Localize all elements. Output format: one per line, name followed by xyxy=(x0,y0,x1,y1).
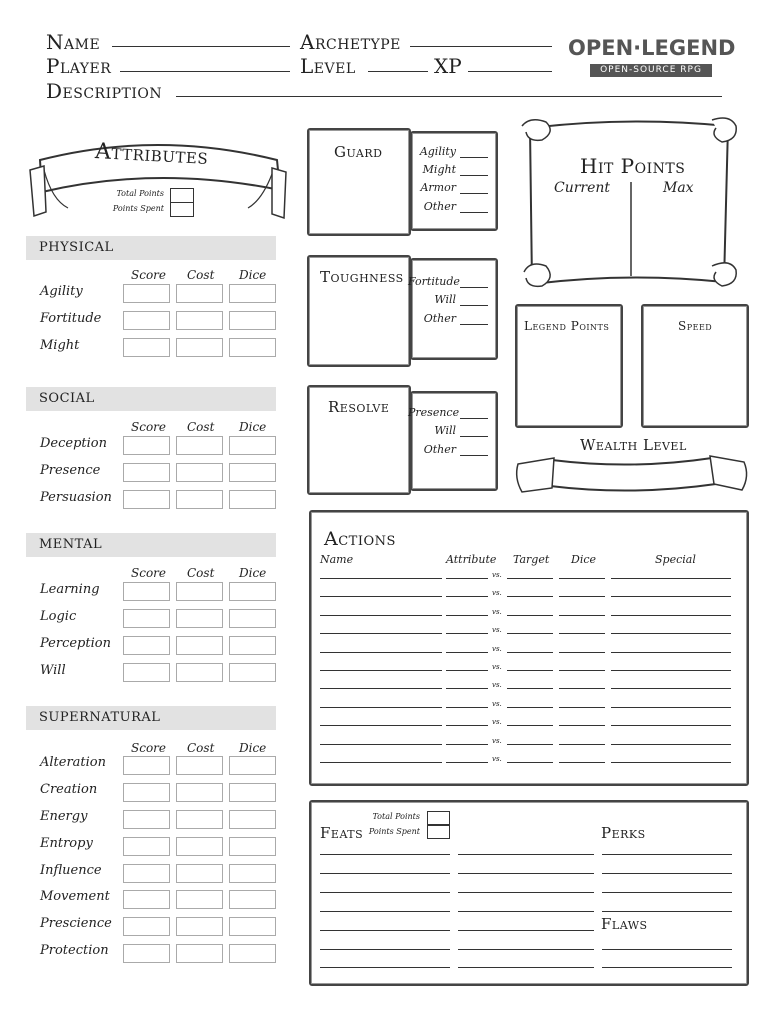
attr-protection-score[interactable] xyxy=(123,944,170,963)
flaw-line[interactable] xyxy=(602,967,732,968)
action-name-field[interactable] xyxy=(320,707,442,708)
attr-alteration-dice[interactable] xyxy=(229,756,276,775)
action-target-field[interactable] xyxy=(507,762,553,763)
toughness-other-field[interactable] xyxy=(460,324,488,325)
cost-header: Cost xyxy=(187,566,215,580)
attr-entropy-dice[interactable] xyxy=(229,837,276,856)
attr-entropy-label: Entropy xyxy=(40,836,93,851)
score-header: Score xyxy=(131,268,167,282)
action-dice-field[interactable] xyxy=(559,578,605,579)
action-special-field[interactable] xyxy=(611,707,731,708)
action-dice-field[interactable] xyxy=(559,744,605,745)
action-attribute-field[interactable] xyxy=(446,578,488,579)
attr-points-spent-label: Points Spent xyxy=(112,204,164,213)
attr-will-score[interactable] xyxy=(123,663,170,682)
attr-total-points-box[interactable] xyxy=(170,188,194,203)
action-attribute-field[interactable] xyxy=(446,725,488,726)
action-name-field[interactable] xyxy=(320,688,442,689)
attr-perception-score[interactable] xyxy=(123,636,170,655)
action-name-field[interactable] xyxy=(320,633,442,634)
attr-influence-cost[interactable] xyxy=(176,864,223,883)
action-dice-field[interactable] xyxy=(559,652,605,653)
attr-creation-label: Creation xyxy=(40,782,98,797)
feat-line[interactable] xyxy=(458,911,594,912)
action-name-field[interactable] xyxy=(320,744,442,745)
attr-points-spent-box[interactable] xyxy=(170,202,194,217)
attr-movement-cost[interactable] xyxy=(176,890,223,909)
attr-alteration-label: Alteration xyxy=(40,755,107,770)
hp-current-label: Current xyxy=(554,180,611,196)
feat-line[interactable] xyxy=(458,949,594,950)
resolve-will-label: Will xyxy=(434,424,456,437)
actions-col-target: Target xyxy=(513,553,550,566)
action-special-field[interactable] xyxy=(611,578,731,579)
guard-other-field[interactable] xyxy=(460,212,488,213)
hp-current-field[interactable] xyxy=(540,200,628,270)
action-target-field[interactable] xyxy=(507,744,553,745)
feat-line[interactable] xyxy=(320,892,450,893)
attr-energy-label: Energy xyxy=(40,809,88,824)
actions-title: Actions xyxy=(324,528,396,550)
perks-title: Perks xyxy=(601,824,646,842)
actions-col-attribute: Attribute xyxy=(446,553,497,566)
action-target-field[interactable] xyxy=(507,633,553,634)
action-special-field[interactable] xyxy=(611,744,731,745)
guard-other-label: Other xyxy=(423,200,456,213)
attr-will-cost[interactable] xyxy=(176,663,223,682)
resolve-other-label: Other xyxy=(423,443,456,456)
feats-points-spent-label: Points Spent xyxy=(368,827,420,836)
physical-title: PHYSICAL xyxy=(39,240,114,255)
dice-header: Dice xyxy=(239,566,267,580)
social-title: SOCIAL xyxy=(39,391,95,406)
guard-might-field[interactable] xyxy=(460,175,488,176)
action-name-field[interactable] xyxy=(320,596,442,597)
attr-influence-score[interactable] xyxy=(123,864,170,883)
attr-persuasion-dice[interactable] xyxy=(229,490,276,509)
action-target-field[interactable] xyxy=(507,652,553,653)
score-header: Score xyxy=(131,566,167,580)
feat-line[interactable] xyxy=(458,854,594,855)
action-special-field[interactable] xyxy=(611,670,731,671)
action-name-field[interactable] xyxy=(320,762,442,763)
attr-learning-score[interactable] xyxy=(123,582,170,601)
resolve-presence-field[interactable] xyxy=(460,418,488,419)
action-target-field[interactable] xyxy=(507,596,553,597)
attr-might-dice[interactable] xyxy=(229,338,276,357)
action-special-field[interactable] xyxy=(611,688,731,689)
action-attribute-field[interactable] xyxy=(446,762,488,763)
attr-presence-dice[interactable] xyxy=(229,463,276,482)
attr-fortitude-label: Fortitude xyxy=(40,311,102,326)
attr-alteration-score[interactable] xyxy=(123,756,170,775)
archetype-label: Archetype xyxy=(300,30,401,54)
feats-total-points-box[interactable] xyxy=(427,811,450,825)
attr-creation-dice[interactable] xyxy=(229,783,276,802)
attr-agility-score[interactable] xyxy=(123,284,170,303)
attr-logic-label: Logic xyxy=(40,609,77,624)
attr-movement-label: Movement xyxy=(40,889,110,904)
feat-line[interactable] xyxy=(320,854,450,855)
attr-presence-cost[interactable] xyxy=(176,463,223,482)
hp-max-field[interactable] xyxy=(634,200,722,270)
mental-title: MENTAL xyxy=(39,537,103,552)
attr-fortitude-cost[interactable] xyxy=(176,311,223,330)
guard-agility-field[interactable] xyxy=(460,157,488,158)
attr-agility-dice[interactable] xyxy=(229,284,276,303)
action-special-field[interactable] xyxy=(611,615,731,616)
feat-line[interactable] xyxy=(320,930,450,931)
attr-persuasion-score[interactable] xyxy=(123,490,170,509)
action-attribute-field[interactable] xyxy=(446,615,488,616)
xp-field[interactable] xyxy=(468,71,552,72)
attr-energy-dice[interactable] xyxy=(229,810,276,829)
toughness-title: Toughness xyxy=(320,268,404,286)
mental-header xyxy=(26,533,276,557)
attr-creation-score[interactable] xyxy=(123,783,170,802)
action-special-field[interactable] xyxy=(611,633,731,634)
social-header xyxy=(26,387,276,411)
guard-armor-field[interactable] xyxy=(460,193,488,194)
action-special-field[interactable] xyxy=(611,596,731,597)
attr-prescience-dice[interactable] xyxy=(229,917,276,936)
feat-line[interactable] xyxy=(458,892,594,893)
attr-fortitude-score[interactable] xyxy=(123,311,170,330)
attributes-title: Attributes xyxy=(94,139,209,170)
feat-line[interactable] xyxy=(458,873,594,874)
feat-line[interactable] xyxy=(320,949,450,950)
attr-entropy-score[interactable] xyxy=(123,837,170,856)
vs-label: vs. xyxy=(492,589,502,598)
xp-label: XP xyxy=(434,54,462,78)
attr-might-label: Might xyxy=(40,338,80,353)
cost-header: Cost xyxy=(187,420,215,434)
action-target-field[interactable] xyxy=(507,578,553,579)
attr-energy-cost[interactable] xyxy=(176,810,223,829)
toughness-fortitude-label: Fortitude xyxy=(408,275,460,288)
action-special-field[interactable] xyxy=(611,725,731,726)
physical-header xyxy=(26,236,276,260)
action-dice-field[interactable] xyxy=(559,670,605,671)
supernatural-header xyxy=(26,706,276,730)
attr-might-score[interactable] xyxy=(123,338,170,357)
attr-energy-score[interactable] xyxy=(123,810,170,829)
attr-influence-dice[interactable] xyxy=(229,864,276,883)
action-attribute-field[interactable] xyxy=(446,688,488,689)
cost-header: Cost xyxy=(187,741,215,755)
toughness-fortitude-field[interactable] xyxy=(460,287,488,288)
action-name-field[interactable] xyxy=(320,725,442,726)
cost-header: Cost xyxy=(187,268,215,282)
attr-perception-cost[interactable] xyxy=(176,636,223,655)
action-dice-field[interactable] xyxy=(559,633,605,634)
attr-persuasion-cost[interactable] xyxy=(176,490,223,509)
action-name-field[interactable] xyxy=(320,578,442,579)
action-target-field[interactable] xyxy=(507,725,553,726)
action-attribute-field[interactable] xyxy=(446,596,488,597)
action-dice-field[interactable] xyxy=(559,615,605,616)
wealth-banner[interactable] xyxy=(512,448,752,496)
attr-might-cost[interactable] xyxy=(176,338,223,357)
action-attribute-field[interactable] xyxy=(446,652,488,653)
attr-entropy-cost[interactable] xyxy=(176,837,223,856)
action-target-field[interactable] xyxy=(507,670,553,671)
attr-learning-cost[interactable] xyxy=(176,582,223,601)
player-field[interactable] xyxy=(120,71,290,72)
attr-learning-label: Learning xyxy=(40,582,100,597)
action-attribute-field[interactable] xyxy=(446,707,488,708)
action-special-field[interactable] xyxy=(611,652,731,653)
description-label: Description xyxy=(46,79,163,103)
action-dice-field[interactable] xyxy=(559,688,605,689)
attr-agility-label: Agility xyxy=(40,284,83,299)
feats-points-spent-box[interactable] xyxy=(427,825,450,839)
action-target-field[interactable] xyxy=(507,688,553,689)
legend-points-title: Legend Points xyxy=(524,319,610,333)
actions-col-name: Name xyxy=(320,553,354,566)
feat-line[interactable] xyxy=(458,930,594,931)
attr-agility-cost[interactable] xyxy=(176,284,223,303)
perk-line[interactable] xyxy=(602,854,732,855)
resolve-other-field[interactable] xyxy=(460,455,488,456)
level-label: Level xyxy=(300,54,356,78)
feat-line[interactable] xyxy=(320,967,450,968)
attr-protection-cost[interactable] xyxy=(176,944,223,963)
attr-prescience-score[interactable] xyxy=(123,917,170,936)
attr-protection-dice[interactable] xyxy=(229,944,276,963)
vs-label: vs. xyxy=(492,718,502,727)
action-name-field[interactable] xyxy=(320,615,442,616)
attr-will-dice[interactable] xyxy=(229,663,276,682)
hp-max-label: Max xyxy=(663,180,694,196)
attr-alteration-cost[interactable] xyxy=(176,756,223,775)
action-attribute-field[interactable] xyxy=(446,744,488,745)
attr-logic-dice[interactable] xyxy=(229,609,276,628)
action-target-field[interactable] xyxy=(507,707,553,708)
feat-line[interactable] xyxy=(458,967,594,968)
speed-title: Speed xyxy=(678,319,713,333)
actions-col-dice: Dice xyxy=(571,553,597,566)
logo-subtitle: OPEN-SOURCE RPG xyxy=(590,64,712,77)
action-target-field[interactable] xyxy=(507,615,553,616)
dice-header: Dice xyxy=(239,268,267,282)
guard-might-label: Might xyxy=(422,163,456,176)
guard-agility-label: Agility xyxy=(419,145,456,158)
toughness-breakdown xyxy=(410,258,498,360)
vs-label: vs. xyxy=(492,736,502,745)
description-field[interactable] xyxy=(176,96,722,97)
open-legend-logo xyxy=(568,36,734,80)
feats-total-points-label: Total Points xyxy=(372,812,420,821)
attr-creation-cost[interactable] xyxy=(176,783,223,802)
flaws-title: Flaws xyxy=(601,915,648,933)
actions-panel xyxy=(309,510,749,786)
toughness-other-label: Other xyxy=(423,312,456,325)
guard-armor-label: Armor xyxy=(420,181,456,194)
toughness-will-field[interactable] xyxy=(460,305,488,306)
vs-label: vs. xyxy=(492,607,502,616)
dice-header: Dice xyxy=(239,741,267,755)
attr-learning-dice[interactable] xyxy=(229,582,276,601)
attr-movement-dice[interactable] xyxy=(229,890,276,909)
supernatural-title: SUPERNATURAL xyxy=(39,710,161,725)
vs-label: vs. xyxy=(492,699,502,708)
attr-will-label: Will xyxy=(40,663,66,678)
attr-deception-cost[interactable] xyxy=(176,436,223,455)
flaw-line[interactable] xyxy=(602,949,732,950)
attr-protection-label: Protection xyxy=(40,943,109,958)
hit-points-title: Hit Points xyxy=(580,154,686,178)
attr-persuasion-label: Persuasion xyxy=(40,490,112,505)
attr-movement-score[interactable] xyxy=(123,890,170,909)
feat-line[interactable] xyxy=(320,873,450,874)
action-attribute-field[interactable] xyxy=(446,633,488,634)
vs-label: vs. xyxy=(492,663,502,671)
feats-title: Feats xyxy=(320,824,364,842)
perk-line[interactable] xyxy=(602,892,732,893)
score-header: Score xyxy=(131,420,167,434)
resolve-will-field[interactable] xyxy=(460,436,488,437)
attr-prescience-label: Prescience xyxy=(40,916,112,931)
attr-influence-label: Influence xyxy=(40,863,102,878)
name-label: Name xyxy=(46,30,101,54)
action-special-field[interactable] xyxy=(611,762,731,763)
attr-presence-label: Presence xyxy=(40,463,101,478)
action-name-field[interactable] xyxy=(320,670,442,671)
attr-logic-cost[interactable] xyxy=(176,609,223,628)
vs-label: vs. xyxy=(492,626,502,635)
dice-header: Dice xyxy=(239,420,267,434)
vs-label: vs. xyxy=(492,644,502,653)
attr-fortitude-dice[interactable] xyxy=(229,311,276,330)
player-label: Player xyxy=(46,54,112,78)
logo-title: OPEN·LEGEND xyxy=(568,36,736,60)
action-dice-field[interactable] xyxy=(559,707,605,708)
score-header: Score xyxy=(131,741,167,755)
wealth-title: Wealth Level xyxy=(580,436,687,454)
toughness-will-label: Will xyxy=(434,293,456,306)
actions-col-special: Special xyxy=(655,553,696,566)
attr-perception-dice[interactable] xyxy=(229,636,276,655)
attr-logic-score[interactable] xyxy=(123,609,170,628)
action-dice-field[interactable] xyxy=(559,596,605,597)
attr-deception-label: Deception xyxy=(40,436,107,451)
action-dice-field[interactable] xyxy=(559,762,605,763)
attr-prescience-cost[interactable] xyxy=(176,917,223,936)
attr-deception-score[interactable] xyxy=(123,436,170,455)
perk-line[interactable] xyxy=(602,911,732,912)
perk-line[interactable] xyxy=(602,873,732,874)
attr-total-points-label: Total Points xyxy=(116,189,164,198)
attr-perception-label: Perception xyxy=(40,636,111,651)
resolve-presence-label: Presence xyxy=(408,406,460,419)
level-field[interactable] xyxy=(368,71,428,72)
attr-presence-score[interactable] xyxy=(123,463,170,482)
vs-label: vs. xyxy=(492,571,502,579)
action-dice-field[interactable] xyxy=(559,725,605,726)
attr-deception-dice[interactable] xyxy=(229,436,276,455)
vs-label: vs. xyxy=(492,755,502,763)
feat-line[interactable] xyxy=(320,911,450,912)
vs-label: vs. xyxy=(492,681,502,690)
guard-title: Guard xyxy=(334,143,383,161)
archetype-field[interactable] xyxy=(410,46,552,47)
name-field[interactable] xyxy=(112,46,290,47)
action-attribute-field[interactable] xyxy=(446,670,488,671)
action-name-field[interactable] xyxy=(320,652,442,653)
resolve-title: Resolve xyxy=(328,398,390,416)
